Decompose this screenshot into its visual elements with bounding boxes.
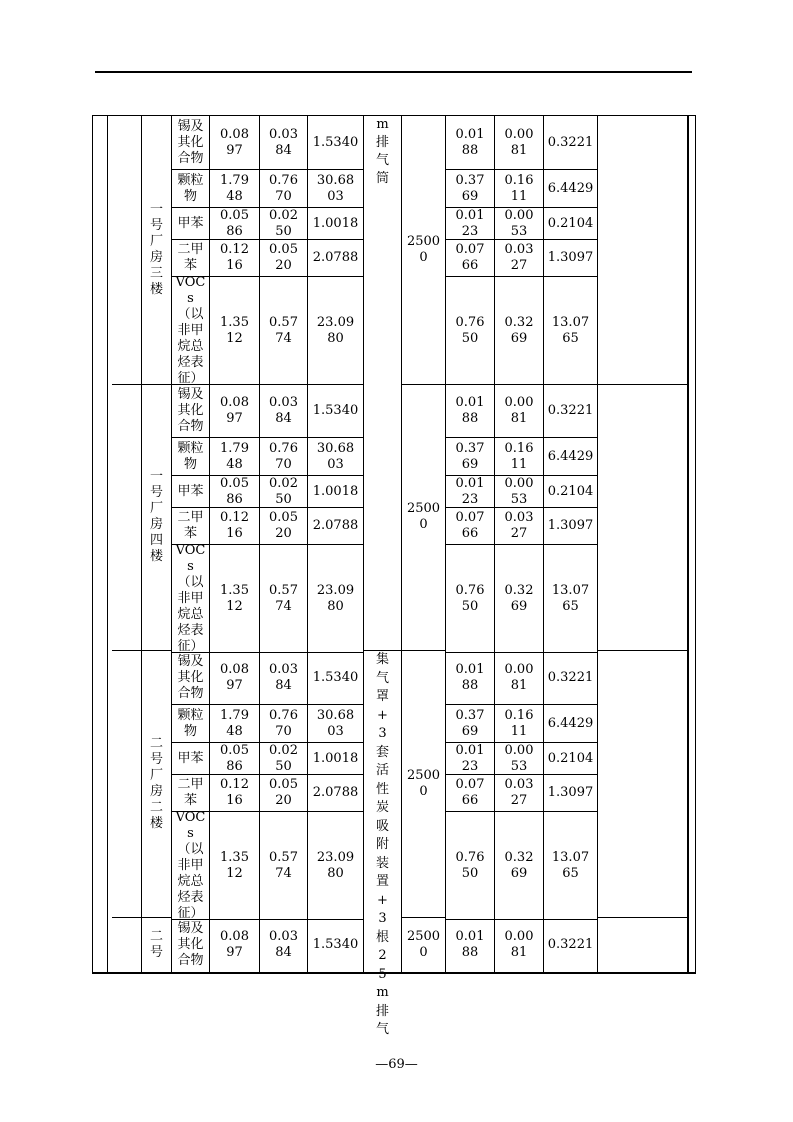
concentration-after (446, 743, 495, 775)
concentration-before-text: 0.0586 (220, 475, 249, 507)
concentration-before-text: 0.0586 (220, 207, 249, 239)
concentration-after (446, 476, 495, 508)
air-flow-cell (402, 651, 446, 918)
rate-after (495, 775, 544, 812)
amount-before-text: 23.0980 (316, 849, 355, 881)
amount-after-text: 13.0765 (551, 314, 590, 346)
rate-after-text: 0.0053 (504, 207, 534, 239)
concentration-after (446, 812, 495, 920)
amount-after-text: 0.2104 (547, 750, 594, 766)
header-rule (95, 71, 692, 73)
concentration-before (210, 240, 260, 277)
concentration-after (446, 116, 495, 170)
concentration-before-text: 1.3512 (220, 849, 249, 881)
concentration-after-text: 0.0188 (455, 929, 485, 960)
rate-after (495, 705, 544, 743)
concentration-before-text: 1.7948 (220, 172, 249, 204)
treatment-measure-upper-text: m排气筒 (375, 117, 389, 186)
table-gap-cell (112, 384, 142, 651)
amount-before-text: 1.5340 (312, 937, 359, 952)
concentration-after (446, 508, 495, 545)
remark-cell (598, 651, 688, 918)
concentration-after-text: 0.7650 (455, 314, 485, 346)
rate-after-text: 0.0081 (504, 126, 534, 158)
rate-after-text: 0.1611 (504, 440, 534, 472)
floor-label-text: 二号 (149, 929, 163, 960)
rate-after-text: 0.1611 (504, 172, 534, 204)
concentration-after-text: 0.0123 (455, 475, 485, 507)
amount-before-text: 1.5340 (312, 402, 359, 418)
rate-before (260, 508, 308, 545)
rate-after (495, 545, 544, 653)
rate-after-text: 0.3269 (504, 849, 534, 881)
rate-after-text: 0.0053 (504, 475, 534, 507)
pollutant-name-text: 甲苯 (177, 750, 204, 766)
rate-after-text: 0.0327 (504, 242, 534, 273)
concentration-before (210, 705, 260, 743)
amount-after (544, 775, 598, 812)
concentration-after (446, 651, 495, 705)
rate-after (495, 240, 544, 277)
floor-label-text: 一号厂房三楼 (149, 202, 163, 297)
amount-after (544, 116, 598, 170)
pollutant-name-text: 甲苯 (177, 215, 204, 231)
concentration-after (446, 277, 495, 385)
concentration-after (446, 918, 495, 972)
rate-before-text: 0.5774 (269, 582, 298, 614)
table-gap-cell (112, 116, 142, 385)
concentration-after-text: 0.7650 (455, 582, 485, 614)
amount-after-text: 0.3221 (547, 669, 594, 685)
pollutant-name-text: 锡及其化合物 (177, 118, 204, 166)
concentration-before-text: 0.1216 (220, 242, 249, 273)
amount-after (544, 743, 598, 775)
pollutant-name (172, 918, 210, 972)
pollutant-name-text: 甲苯 (177, 483, 204, 499)
pollutant-name (172, 170, 210, 208)
concentration-before (210, 508, 260, 545)
concentration-before (210, 384, 260, 438)
concentration-before-text: 1.7948 (220, 707, 249, 739)
rate-before (260, 775, 308, 812)
amount-before (308, 116, 364, 170)
treatment-measure-lower (364, 651, 402, 1037)
rate-after (495, 438, 544, 476)
treatment-measure-lower-text: 集气罩+3套活性炭吸附装置+3根25m排气 (375, 652, 389, 1037)
concentration-before (210, 743, 260, 775)
rate-after-text: 0.0327 (504, 777, 534, 808)
rate-before (260, 743, 308, 775)
rate-after (495, 918, 544, 972)
rate-after (495, 277, 544, 385)
concentration-before (210, 812, 260, 920)
amount-before (308, 743, 364, 775)
pollutant-name (172, 240, 210, 277)
amount-before-text: 2.0788 (312, 518, 359, 533)
rate-after (495, 476, 544, 508)
pollutant-name (172, 274, 210, 386)
pollutant-name (172, 476, 210, 508)
rate-after (495, 743, 544, 775)
rate-after (495, 170, 544, 208)
amount-after-text: 0.3221 (547, 134, 594, 150)
rate-before (260, 170, 308, 208)
amount-before-text: 1.5340 (312, 669, 359, 685)
pollutant-name-text: VOCs（以非甲烷总烃表征） (175, 809, 206, 921)
pollutant-name (172, 508, 210, 545)
rate-before (260, 277, 308, 385)
rate-after-text: 0.0053 (504, 742, 534, 774)
rate-after (495, 116, 544, 170)
concentration-after (446, 240, 495, 277)
concentration-before-text: 0.0897 (220, 126, 249, 158)
rate-before-text: 0.0250 (269, 475, 298, 507)
rate-before-text: 0.0520 (269, 510, 298, 541)
amount-before (308, 812, 364, 920)
pollutant-name (172, 542, 210, 654)
air-flow-cell (402, 918, 446, 972)
concentration-before-text: 0.1216 (220, 777, 249, 808)
rate-before-text: 0.0250 (269, 742, 298, 774)
concentration-after-text: 0.0123 (455, 742, 485, 774)
pollutant-name-text: 颗粒物 (177, 707, 204, 739)
concentration-before-text: 0.0586 (220, 742, 249, 774)
rate-before (260, 208, 308, 240)
rate-before-text: 0.5774 (269, 849, 298, 881)
concentration-after-text: 0.0188 (455, 394, 485, 426)
pollutant-name (172, 116, 210, 170)
floor-label-text: 二号厂房二楼 (149, 736, 163, 831)
rate-before (260, 545, 308, 653)
amount-after (544, 651, 598, 705)
amount-before (308, 545, 364, 653)
pollutant-name-text: 二甲苯 (177, 510, 204, 541)
amount-after (544, 277, 598, 385)
amount-before-text: 23.0980 (316, 582, 355, 614)
amount-after-text: 1.3097 (547, 250, 594, 265)
amount-before-text: 30.6803 (316, 707, 355, 739)
concentration-after-text: 0.7650 (455, 849, 485, 881)
rate-after-text: 0.0081 (504, 394, 534, 426)
concentration-after-text: 0.0766 (455, 777, 485, 808)
amount-after (544, 812, 598, 920)
rate-before-text: 0.7670 (269, 172, 298, 204)
amount-before (308, 384, 364, 438)
rate-before-text: 0.0384 (269, 661, 298, 693)
air-flow-cell-text: 25000 (406, 929, 441, 960)
rate-after-text: 0.0081 (504, 929, 534, 960)
amount-before-text: 30.6803 (316, 440, 355, 472)
concentration-after-text: 0.0766 (455, 510, 485, 541)
amount-after (544, 705, 598, 743)
floor-label (142, 918, 172, 972)
concentration-before (210, 545, 260, 653)
amount-before (308, 651, 364, 705)
amount-after (544, 240, 598, 277)
concentration-before-text: 1.7948 (220, 440, 249, 472)
amount-before (308, 918, 364, 972)
remark-cell (598, 918, 688, 972)
pollutant-name-text: 锡及其化合物 (177, 921, 204, 968)
amount-before (308, 775, 364, 812)
pollutant-name (172, 705, 210, 743)
amount-after (544, 918, 598, 972)
floor-label (142, 116, 172, 385)
pollutant-name-text: 颗粒物 (177, 440, 204, 472)
amount-before (308, 208, 364, 240)
floor-label (142, 651, 172, 918)
pollutant-name-text: VOCs（以非甲烷总烃表征） (175, 542, 206, 654)
air-flow-cell-text: 25000 (406, 501, 441, 532)
rate-before-text: 0.0384 (269, 929, 298, 960)
rate-after-text: 0.3269 (504, 314, 534, 346)
concentration-before (210, 208, 260, 240)
amount-before (308, 277, 364, 385)
amount-after-text: 6.4429 (547, 448, 594, 464)
amount-before (308, 476, 364, 508)
concentration-before (210, 476, 260, 508)
rate-before (260, 651, 308, 705)
rate-before-text: 0.5774 (269, 314, 298, 346)
treatment-measure-upper (364, 116, 402, 651)
amount-after-text: 0.2104 (547, 483, 594, 499)
concentration-after-text: 0.3769 (455, 440, 485, 472)
remark-cell (598, 116, 688, 385)
amount-before (308, 170, 364, 208)
amount-before-text: 2.0788 (312, 250, 359, 265)
pollutant-name (172, 384, 210, 438)
amount-after-text: 13.0765 (551, 582, 590, 614)
rate-after (495, 508, 544, 545)
rate-before (260, 918, 308, 972)
remark-cell (598, 384, 688, 651)
amount-after-text: 0.3221 (547, 402, 594, 418)
amount-after-text: 6.4429 (547, 715, 594, 731)
rate-before-text: 0.0250 (269, 207, 298, 239)
rate-after-text: 0.0081 (504, 661, 534, 693)
amount-before (308, 240, 364, 277)
table-gap-cell (112, 918, 142, 972)
frame-line-inner-left (107, 115, 108, 972)
amount-after (544, 438, 598, 476)
rate-before (260, 240, 308, 277)
rate-after (495, 812, 544, 920)
rate-before-text: 0.7670 (269, 707, 298, 739)
concentration-after-text: 0.0766 (455, 242, 485, 273)
pollutant-name-text: 二甲苯 (177, 242, 204, 273)
amount-after-text: 1.3097 (547, 785, 594, 800)
pollutant-name (172, 651, 210, 705)
concentration-after-text: 0.0188 (455, 661, 485, 693)
amount-before (308, 438, 364, 476)
pollutant-name-text: 二甲苯 (177, 777, 204, 808)
amount-after-text: 6.4429 (547, 180, 594, 196)
concentration-after-text: 0.0123 (455, 207, 485, 239)
concentration-before (210, 775, 260, 812)
rate-before-text: 0.0520 (269, 777, 298, 808)
pollutant-name (172, 743, 210, 775)
pollutant-name-text: 锡及其化合物 (177, 653, 204, 701)
rate-before-text: 0.0384 (269, 126, 298, 158)
concentration-after (446, 438, 495, 476)
pollutant-name (172, 208, 210, 240)
concentration-before (210, 918, 260, 972)
amount-after (544, 208, 598, 240)
pollutant-name (172, 775, 210, 812)
amount-before (308, 705, 364, 743)
table-gap-cell (112, 651, 142, 918)
rate-after-text: 0.1611 (504, 707, 534, 739)
air-flow-cell (402, 384, 446, 651)
amount-before-text: 23.0980 (316, 314, 355, 346)
rate-after (495, 208, 544, 240)
amount-before-text: 1.0018 (312, 750, 359, 766)
rate-after (495, 384, 544, 438)
amount-before-text: 1.0018 (312, 483, 359, 499)
concentration-after-text: 0.0188 (455, 126, 485, 158)
table-bottom-border (112, 972, 688, 973)
air-flow-cell (402, 116, 446, 385)
rate-before-text: 0.7670 (269, 440, 298, 472)
frame-line-inner-right (688, 115, 689, 972)
concentration-before-text: 0.0897 (220, 929, 249, 960)
rate-after-text: 0.3269 (504, 582, 534, 614)
concentration-before-text: 0.1216 (220, 510, 249, 541)
amount-after-text: 13.0765 (551, 849, 590, 881)
rate-after (495, 651, 544, 705)
concentration-after (446, 170, 495, 208)
floor-label-text: 一号厂房四楼 (149, 469, 163, 564)
concentration-after (446, 384, 495, 438)
rate-before (260, 438, 308, 476)
amount-before-text: 1.0018 (312, 215, 359, 231)
amount-after (544, 384, 598, 438)
rate-before (260, 476, 308, 508)
concentration-before (210, 277, 260, 385)
rate-before (260, 812, 308, 920)
concentration-after-text: 0.3769 (455, 172, 485, 204)
concentration-before (210, 438, 260, 476)
concentration-after (446, 775, 495, 812)
concentration-after (446, 208, 495, 240)
rate-before-text: 0.0384 (269, 394, 298, 426)
concentration-before (210, 116, 260, 170)
amount-before-text: 1.5340 (312, 134, 359, 150)
air-flow-cell-text: 25000 (406, 234, 441, 265)
concentration-after (446, 705, 495, 743)
amount-before-text: 30.6803 (316, 172, 355, 204)
amount-after (544, 170, 598, 208)
amount-after-text: 0.2104 (547, 215, 594, 231)
rate-before (260, 705, 308, 743)
concentration-after (446, 545, 495, 653)
page-number: —69— (375, 1057, 418, 1072)
concentration-before-text: 1.3512 (220, 582, 249, 614)
concentration-before (210, 170, 260, 208)
amount-after-text: 0.3221 (547, 937, 594, 952)
amount-after-text: 1.3097 (547, 518, 594, 533)
floor-label (142, 384, 172, 651)
rate-before (260, 384, 308, 438)
rate-before (260, 116, 308, 170)
pollutant-name-text: 颗粒物 (177, 172, 204, 204)
air-flow-cell-text: 25000 (406, 768, 441, 799)
rate-after-text: 0.0327 (504, 510, 534, 541)
concentration-after-text: 0.3769 (455, 707, 485, 739)
pollutant-name-text: 锡及其化合物 (177, 386, 204, 434)
concentration-before-text: 1.3512 (220, 314, 249, 346)
amount-after (544, 508, 598, 545)
concentration-before-text: 0.0897 (220, 394, 249, 426)
rate-before-text: 0.0520 (269, 242, 298, 273)
concentration-before-text: 0.0897 (220, 661, 249, 693)
pollutant-name (172, 809, 210, 921)
amount-after (544, 476, 598, 508)
pollutant-name (172, 438, 210, 476)
concentration-before (210, 651, 260, 705)
amount-before (308, 508, 364, 545)
amount-before-text: 2.0788 (312, 785, 359, 800)
pollutant-name-text: VOCs（以非甲烷总烃表征） (175, 274, 206, 386)
amount-after (544, 545, 598, 653)
